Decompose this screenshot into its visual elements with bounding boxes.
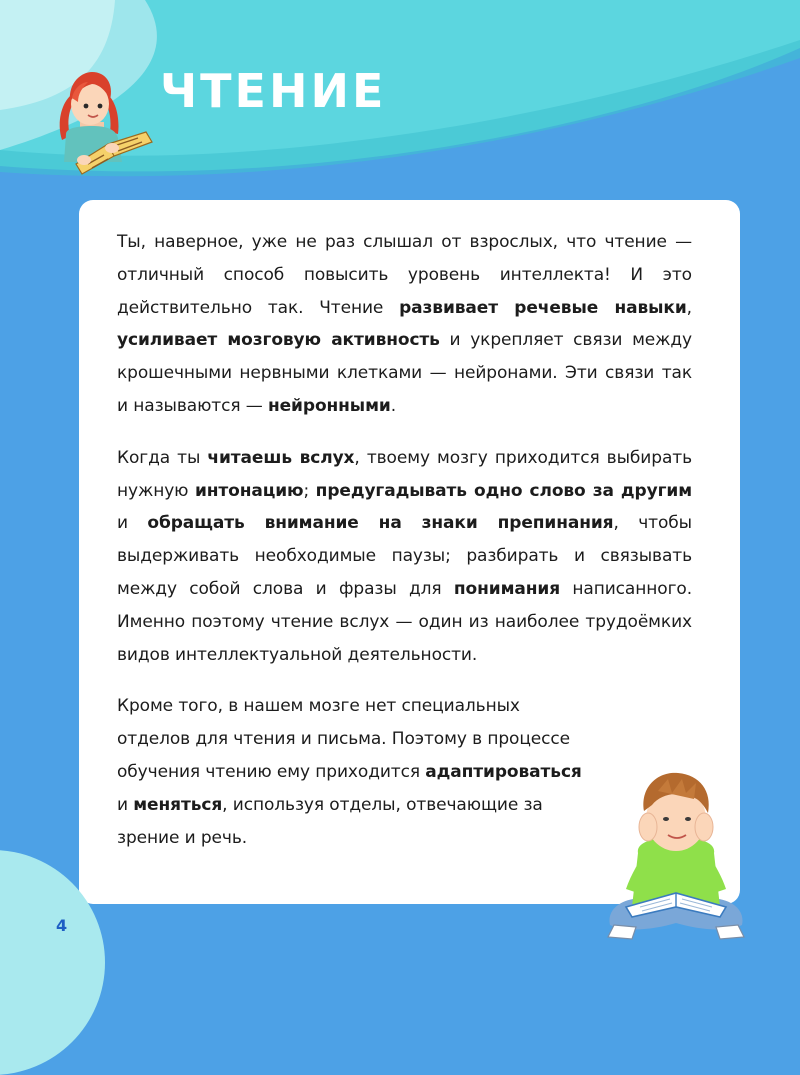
paragraph: Ты, наверное, уже не раз слышал от взрослых, что чтение — отличный способ повысить уровень интеллекта! И это действительно так. Чтение развивает речевые навыки, усиливает мозговую активность и укрепляет связи между крошечными нервными клетками — нейронами. Эти связи так и называются — нейронными.	[117, 232, 692, 416]
paragraph: Кроме того, в нашем мозге нет специальных отделов для чтения и письма. Поэтому в процессе обучения чтению ему приходится адаптироваться и меняться, используя отделы, отвечающие за зрение и речь.	[117, 696, 582, 848]
girl-reading-book-icon	[48, 52, 160, 180]
page-number: 4	[56, 916, 68, 935]
boy-reading-book-icon	[596, 757, 756, 942]
page-title: ЧТЕНИЕ	[160, 64, 387, 118]
paragraph: Когда ты читаешь вслух, твоему мозгу приходится выбирать нужную интонацию; предугадывать одно слово за другим и обращать внимание на знаки препинания, чтобы выдерживать необходимые паузы; разбирать и связывать между собой слова и фразы для понимания написанного. Именно поэтому чтение вслух — один из наиболее трудоёмких видов интеллектуальной деятельности.	[117, 447, 692, 665]
